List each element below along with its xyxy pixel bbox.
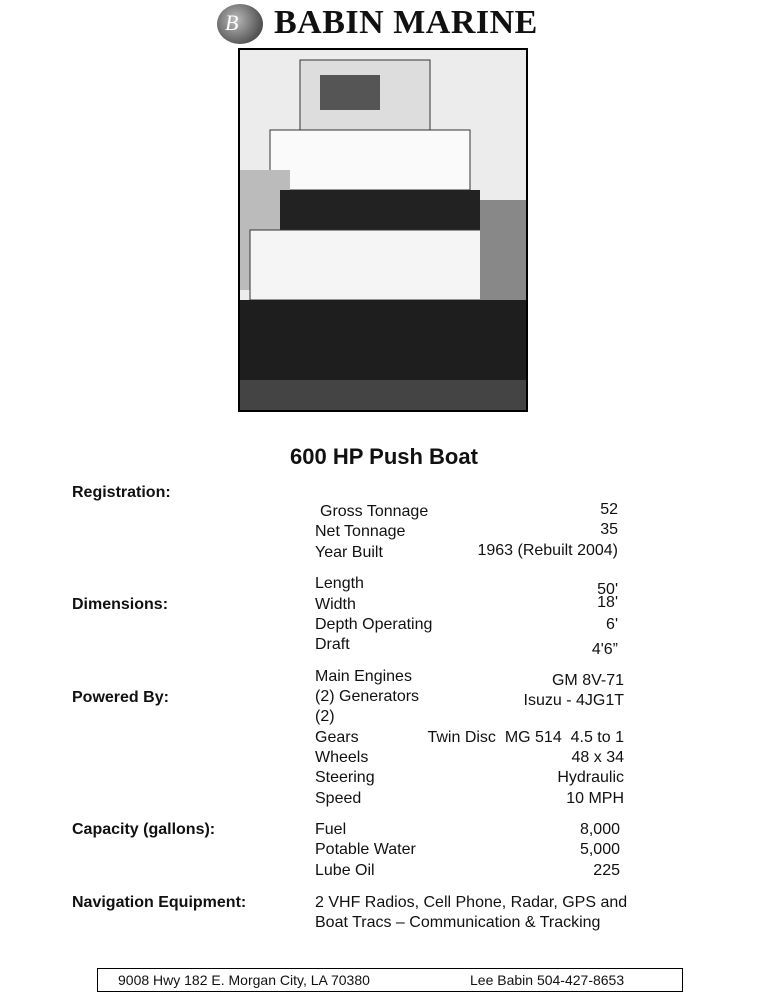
- spec-value: 1963 (Rebuilt 2004): [477, 542, 618, 559]
- spec-value: 48 x 34: [571, 749, 624, 766]
- spec-item: Width: [315, 596, 356, 613]
- spec-item: Length: [315, 575, 364, 592]
- navigation-line: 2 VHF Radios, Cell Phone, Radar, GPS and: [315, 894, 628, 911]
- spec-item: Gross Tonnage: [320, 503, 429, 520]
- spec-item: Depth Operating: [315, 616, 433, 633]
- capacity-label: Capacity (gallons):: [72, 821, 216, 838]
- footer-contact: Lee Babin 504-427-8653: [470, 972, 625, 988]
- spec-item: (2): [315, 708, 335, 725]
- navigation-line: Boat Tracs – Communication & Tracking: [315, 914, 601, 931]
- page-title: 600 HP Push Boat: [290, 444, 478, 469]
- dimensions-label: Dimensions:: [72, 596, 169, 613]
- spec-value: 18': [597, 594, 618, 611]
- navigation-label: Navigation Equipment:: [72, 894, 247, 911]
- spec-value: Hydraulic: [557, 769, 624, 786]
- spec-value: 225: [593, 862, 620, 879]
- spec-value: 50': [597, 581, 618, 598]
- spec-value: 4'6”: [591, 641, 618, 658]
- brand-name: BABIN MARINE: [274, 4, 538, 41]
- spec-item: (2) Generators: [315, 688, 420, 705]
- spec-item: Steering: [315, 769, 375, 786]
- spec-item: Net Tonnage: [315, 523, 406, 540]
- spec-item: Speed: [315, 790, 362, 807]
- spec-value: 35: [600, 521, 618, 538]
- spec-item: Fuel: [315, 821, 347, 838]
- spec-item: Draft: [315, 636, 350, 653]
- spec-value: Isuzu - 4JG1T: [523, 692, 624, 709]
- registration-label: Registration:: [72, 484, 171, 501]
- spec-value: 8,000: [579, 821, 620, 838]
- spec-value: 6': [606, 616, 618, 633]
- spec-value: 5,000: [579, 841, 620, 858]
- logo-monogram: B: [225, 10, 239, 35]
- spec-value: 52: [600, 501, 618, 518]
- spec-item: Potable Water: [315, 841, 416, 858]
- footer-box: [97, 968, 683, 992]
- spec-value: 10 MPH: [566, 790, 624, 807]
- footer-address: 9008 Hwy 182 E. Morgan City, LA 70380: [118, 972, 370, 988]
- spec-item: Main Engines: [315, 668, 412, 685]
- spec-item: Wheels: [315, 749, 369, 766]
- spec-item: Gears: [315, 729, 359, 746]
- spec-item: Lube Oil: [315, 862, 375, 879]
- powered-label: Powered By:: [72, 689, 169, 706]
- boat-photo: [238, 48, 528, 412]
- spec-item: Year Built: [315, 544, 383, 561]
- spec-value: GM 8V-71: [551, 672, 624, 689]
- logo-globe-icon: [217, 4, 263, 44]
- spec-value: Twin Disc MG 514 4.5 to 1: [427, 729, 624, 746]
